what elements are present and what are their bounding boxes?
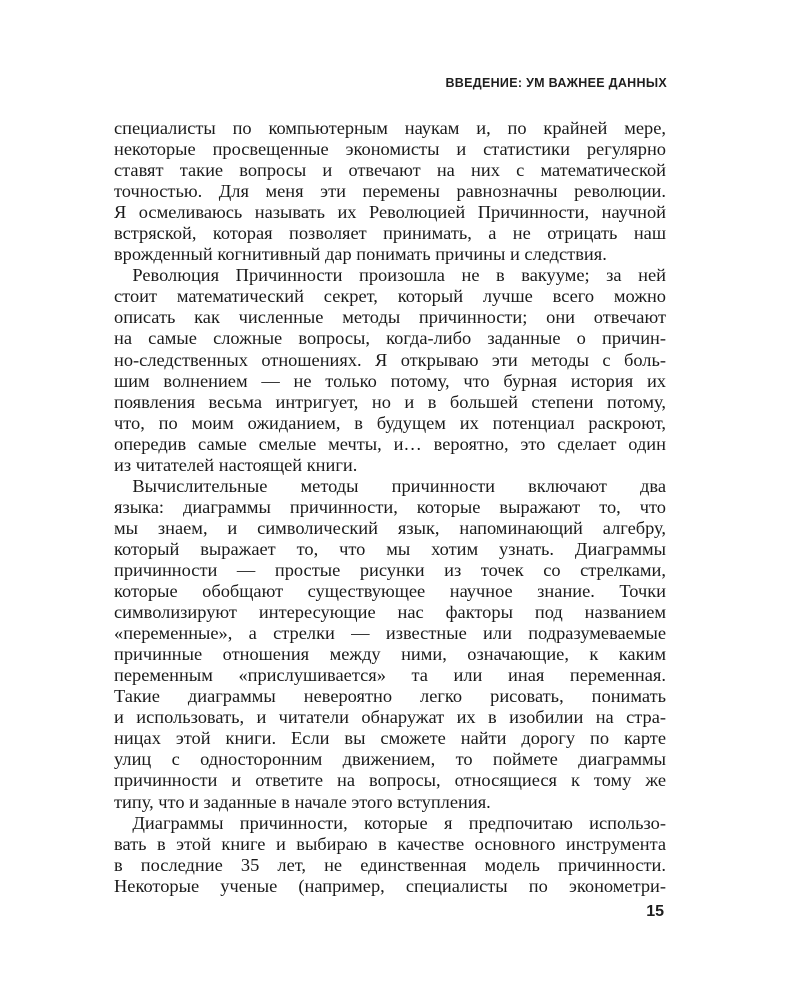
body-text bbox=[114, 118, 666, 897]
text-line: символизируют интересующие нас факторы под названием bbox=[114, 602, 666, 623]
text-line: на самые сложные вопросы, когда-либо заданные о причин- bbox=[114, 328, 666, 349]
text-line: Такие диаграммы невероятно легко рисовать, понимать bbox=[114, 686, 666, 707]
text-line: специалисты по компьютерным наукам и, по крайней мере, bbox=[114, 118, 666, 138]
text-line: Вычислительные методы причинности включают два bbox=[114, 475, 666, 496]
text-line: типу, что и заданные в начале этого вступления. bbox=[114, 791, 491, 812]
text-line: стоит математический секрет, который лучше всего можно bbox=[114, 286, 666, 307]
text-line: который выражает то, что мы хотим узнать. Диаграммы bbox=[114, 538, 666, 559]
text-line: некоторые просвещенные экономисты и статистики регулярно bbox=[114, 139, 666, 160]
text-line: переменным «прислушивается» та или иная переменная. bbox=[114, 665, 666, 686]
text-line: и использовать, и читатели обнаружат их в изобилии на стра- bbox=[114, 707, 666, 728]
text-line: появления весьма интригует, но и в большей степени потому, bbox=[114, 391, 666, 412]
text-line: ницах этой книги. Если вы сможете найти дорогу по карте bbox=[114, 728, 666, 749]
text-line: Диаграммы причинности, которые я предпочитаю использо- bbox=[114, 812, 666, 833]
text-line: Я осмеливаюсь называть их Революцией Причинности, научной bbox=[114, 202, 666, 223]
text-line: которые обобщают существующее научное знание. Точки bbox=[114, 581, 666, 602]
text-line: опередив самые смелые мечты, и… вероятно, это сделает один bbox=[114, 433, 666, 454]
text-line: вать в этой книге и выбираю в качестве основного инструмента bbox=[114, 833, 666, 854]
text-line: «переменные», а стрелки — известные или подразумеваемые bbox=[114, 623, 666, 644]
text-line: причинности — простые рисунки из точек со стрелками, bbox=[114, 559, 666, 580]
text-line: точностью. Для меня эти перемены равнозначны революции. bbox=[114, 181, 666, 202]
text-line: Некоторые ученые (например, специалисты по эконометри- bbox=[114, 875, 666, 896]
running-header: ВВЕДЕНИЕ: УМ ВАЖНЕЕ ДАННЫХ bbox=[445, 76, 667, 90]
text-line: причинные отношения между ними, означающие, к каким bbox=[114, 644, 666, 665]
text-line: что, по моим ожиданием, в будущем их потенциал раскроют, bbox=[114, 412, 666, 433]
text-line: причинности и ответите на вопросы, относящиеся к тому же bbox=[114, 770, 666, 791]
text-line: описать как численные методы причинности; они отвечают bbox=[114, 307, 666, 328]
text-line: в последние 35 лет, не единственная модель причинности. bbox=[114, 854, 666, 875]
text-line: но-следственных отношениях. Я открываю эти методы с боль- bbox=[114, 349, 666, 370]
text-line: ставят такие вопросы и отвечают на них с математической bbox=[114, 160, 666, 181]
text-line: улиц с односторонним движением, то поймете диаграммы bbox=[114, 749, 666, 770]
text-line: мы знаем, и символический язык, напоминающий алгебру, bbox=[114, 517, 666, 538]
page-number: 15 bbox=[646, 903, 664, 920]
text-line: из читателей настоящей книги. bbox=[114, 454, 358, 475]
text-line: шим волнением — не только потому, что бурная история их bbox=[114, 370, 666, 391]
text-line: встряской, которая позволяет принимать, а не отрицать наш bbox=[114, 223, 666, 244]
text-line: врожденный когнитивный дар понимать причины и следствия. bbox=[114, 244, 607, 265]
text-line: Революция Причинности произошла не в вакууме; за ней bbox=[114, 265, 666, 286]
text-line: языка: диаграммы причинности, которые выражают то, что bbox=[114, 496, 666, 517]
